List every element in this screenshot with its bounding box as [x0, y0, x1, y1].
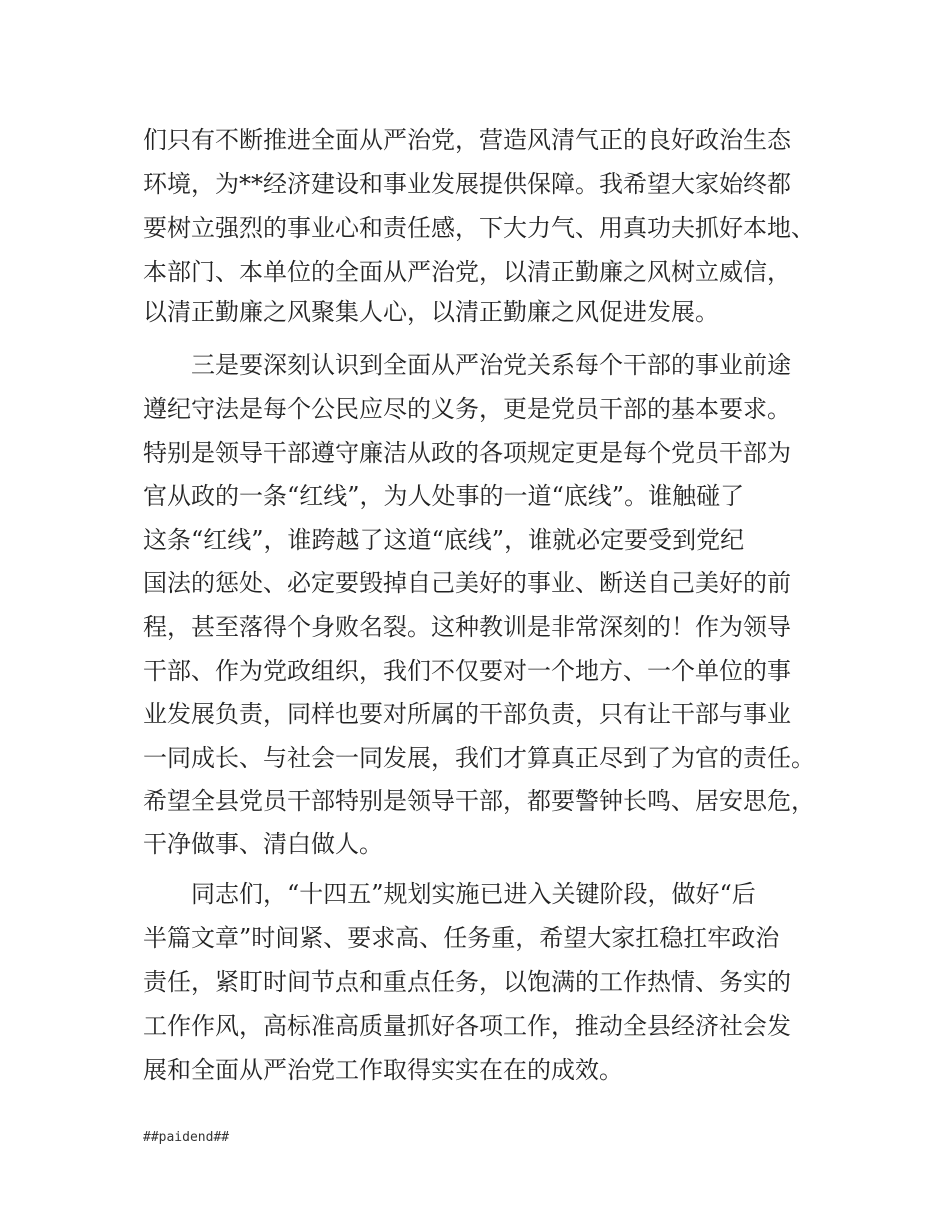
paragraph-1-line-3: 要树立强烈的事业心和责任感，下大力气、用真功夫抓好本地、: [143, 214, 815, 242]
paragraph-2-line-4: 官从政的一条“红线”，为人处事的一道“底线”。谁触碰了: [143, 482, 745, 510]
paragraph-3-line-3: 责任，紧盯时间节点和重点任务，以饱满的工作热情、务实的: [143, 968, 791, 996]
paragraph-3-line-4: 工作作风，高标准高质量抓好各项工作，推动全县经济社会发: [143, 1012, 791, 1040]
paragraph-1-line-1: 们只有不断推进全面从严治党，营造风清气正的良好政治生态: [143, 126, 791, 154]
paragraph-2-line-5: 这条“红线”，谁跨越了这道“底线”，谁就必定要受到党纪: [143, 526, 745, 554]
paragraph-3-line-5: 展和全面从严治党工作取得实实在在的成效。: [143, 1056, 623, 1084]
paragraph-2-line-8: 干部、作为党政组织，我们不仅要对一个地方、一个单位的事: [143, 657, 791, 685]
paragraph-2-line-7: 程，甚至落得个身败名裂。这种教训是非常深刻的！作为领导: [143, 613, 791, 641]
paid-end-marker: ##paidend##: [143, 1130, 230, 1145]
paragraph-2-line-6: 国法的惩处、必定要毁掉自己美好的事业、断送自己美好的前: [143, 569, 791, 597]
paragraph-1-line-2: 环境，为**经济建设和事业发展提供保障。我希望大家始终都: [143, 170, 791, 198]
paragraph-2-line-1: 三是要深刻认识到全面从严治党关系每个干部的事业前途: [191, 351, 791, 379]
paragraph-2-line-9: 业发展负责，同样也要对所属的干部负责，只有让干部与事业: [143, 700, 791, 728]
paragraph-1-line-5: 以清正勤廉之风聚集人心，以清正勤廉之风促进发展。: [143, 298, 719, 326]
paragraph-2-line-3: 特别是领导干部遵守廉洁从政的各项规定更是每个党员干部为: [143, 439, 791, 467]
paragraph-2-line-2: 遵纪守法是每个公民应尽的义务，更是党员干部的基本要求。: [143, 395, 791, 423]
paragraph-3-line-2: 半篇文章”时间紧、要求高、任务重，希望大家扛稳扛牢政治: [143, 924, 780, 952]
paragraph-2-line-10: 一同成长、与社会一同发展，我们才算真正尽到了为官的责任。: [143, 744, 815, 772]
paragraph-1-line-4: 本部门、本单位的全面从严治党，以清正勤廉之风树立威信，: [143, 258, 791, 286]
paragraph-3-line-1: 同志们，“十四五”规划实施已进入关键阶段，做好“后: [191, 880, 756, 908]
paragraph-2-line-11: 希望全县党员干部特别是领导干部，都要警钟长鸣、居安思危，: [143, 787, 815, 815]
paragraph-2-line-12: 干净做事、清白做人。: [143, 830, 383, 858]
